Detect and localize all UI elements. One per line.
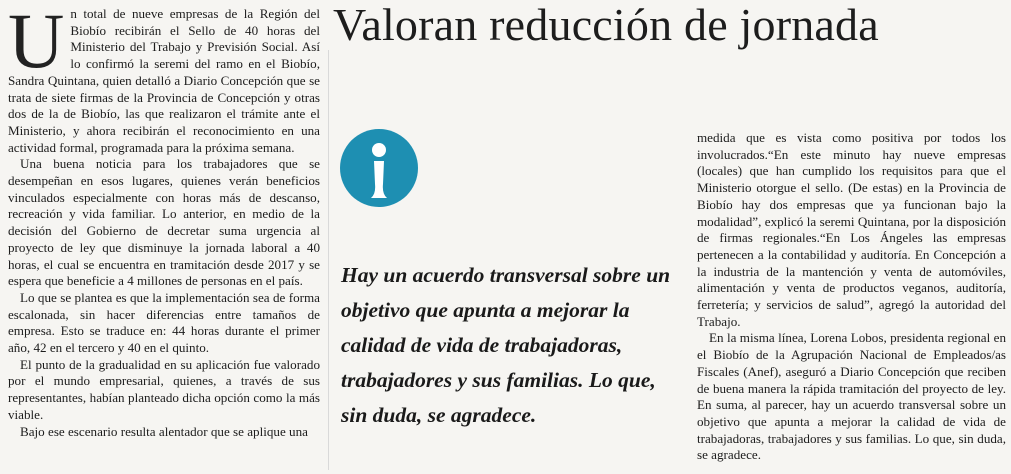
left-column xyxy=(8,0,320,440)
headline: Valoran reducción de jornada xyxy=(333,0,879,50)
info-icon-dot xyxy=(372,143,386,157)
article-paragraph-6: medida que es vista como positiva por todos los involucrados.“En este minuto hay nueve empresas (locales) que han cumplido los requisitos para que el Ministerio otorgue el sello. (De estas) en la Provincia de Biobío hay dos empresas que ya funcionan bajo la modalidad”, explicó la seremi Quintana, por la disposición de firmas regionales.“En Los Ángeles las empresas pertenecen a la contabilidad y auditoría. En Concepción a la industria de la mantención y venta de automóviles, alimentación y venta de productos veganos, auditoría, ferretería; y servicios de salud”, agregó la autoridad del Trabajo. xyxy=(697,130,1006,329)
article-paragraph-3: Lo que se plantea es que la implementación sea de forma escalonada, sin hacer diferencias entre tamaños de empresa. Esto se traduce en: 44 horas durante el primer año, 42 en el tercero y 40 en el quinto. xyxy=(8,289,320,356)
info-icon xyxy=(339,128,419,208)
paragraph-text: n total de nueve empresas de la Región del Biobío recibirán el Sello de 40 horas del Ministerio del Trabajo y Previsión Social. Así lo confirmó la seremi del ramo en el Biobío, Sandra Quintana, quien detalló a Diario Concepción que se trata de siete firmas de la Provincia de Concepción y otras dos de la de Biobío, las que realizaron el trámite ante el Ministerio, y ahora recibirán el reconocimiento en una actividad formal, programada para la próxima semana. xyxy=(8,6,320,155)
article-paragraph-2: Una buena noticia para los trabajadores que se desempeñan en esos lugares, quienes verán beneficios vinculados especialmente con horas más de descanso, recreación y vida familiar. Lo anterior, en medio de la decisión del Gobierno de decretar suma urgencia al proyecto de ley que disminuye la jornada laboral a 40 horas, el cual se encuentra en tramitación desde 2017 y se espera que beneficie a 4 millones de personas en el país. xyxy=(8,156,320,289)
dropcap: U xyxy=(8,0,65,84)
right-column xyxy=(697,130,1006,464)
article-paragraph-7: En la misma línea, Lorena Lobos, presidenta regional en el Biobío de la Agrupación Nacional de Empleados/as Fiscales (Anef), aseguró a Diario Concepción que reciben de buena manera la rápida tramitación del proyecto de ley. En suma, al parecer, hay un acuerdo transversal sobre un objetivo que apunta a mejorar la calidad de vida de trabajadoras, trabajadores y sus familias. Lo que, sin duda, se agradece. xyxy=(697,330,1006,463)
article-paragraph-1 xyxy=(8,0,320,156)
pull-quote: Hay un acuerdo transversal sobre un objetivo que apunta a mejorar la calidad de vida de trabajadoras, trabajadores y sus familias. Lo que, sin duda, se agradece. xyxy=(341,263,671,427)
article-paragraph-5: Bajo ese escenario resulta alentador que se aplique una xyxy=(20,423,308,439)
article-paragraph-4: El punto de la gradualidad en su aplicación fue valorado por el mundo empresarial, quienes, a través de sus representantes, habían planteado dicha opción como la más viable. xyxy=(8,356,320,422)
column-divider xyxy=(328,50,329,470)
